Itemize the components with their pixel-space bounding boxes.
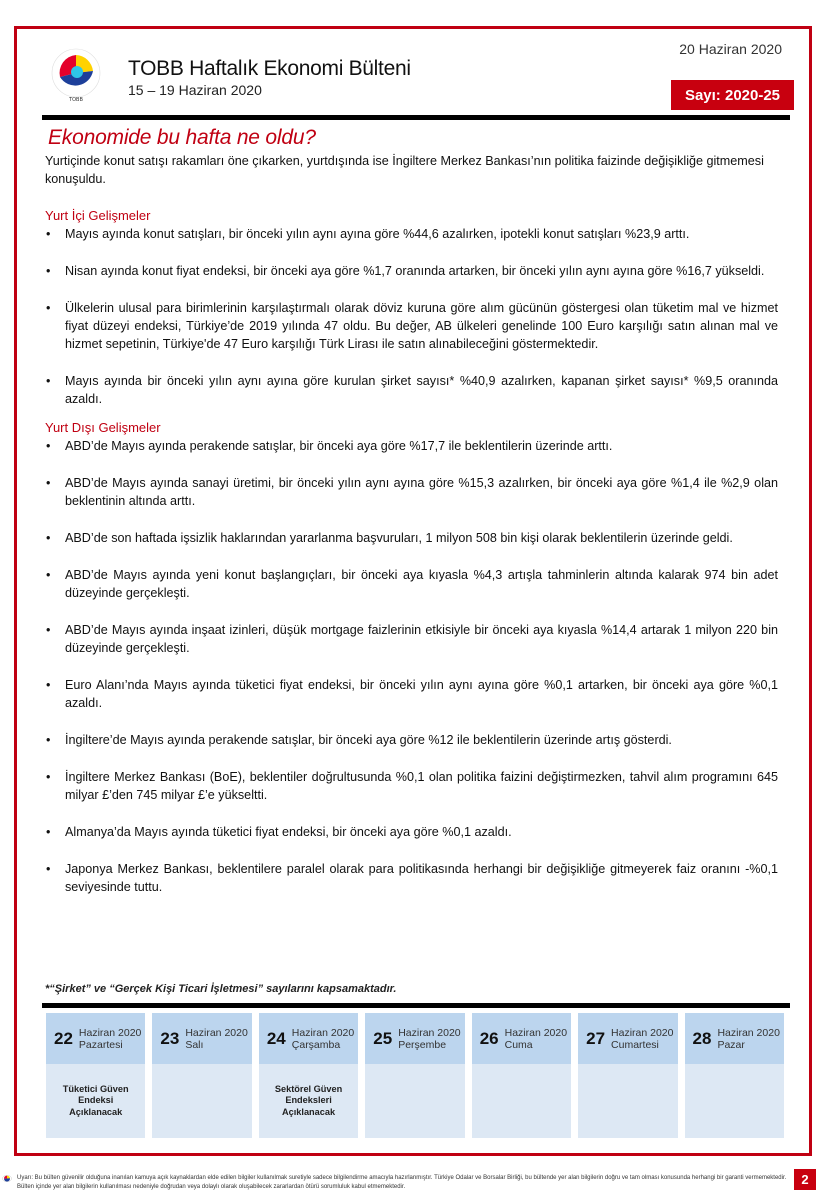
list-item-text: ABD’de Mayıs ayında inşaat izinleri, düşük mortgage faizlerinin etkisiyle bir önceki aya kıyasla %14,4 artarak 1 milyon 220 bin düzeyinde gerçekleşti. (65, 623, 778, 655)
bullet-icon: • (46, 439, 51, 453)
bullet-icon: • (46, 301, 51, 315)
calendar-day-header (365, 1013, 464, 1064)
list-item-text: Ülkelerin ulusal para birimlerinin karşılaştırmalı olarak döviz kuruna göre alım gücünün göstergesi olan tüketim mal ve hizmet fiyat düzeyi endeksi, Türkiye’de 2019 yılında 47 oldu. Bu değer, AB ülkeleri genelinde 100 Euro karşılığı satın alınan mal ve hizmet sepetinin, Türkiye'de 47 Euro karşılığı Türk Lirası ile satın alınabileceğini göstermektedir. (65, 301, 778, 351)
international-list (45, 437, 778, 896)
header-divider (42, 115, 790, 120)
bullet-icon: • (46, 678, 51, 692)
day-weekday: Çarşamba (291, 1038, 341, 1051)
day-label (292, 1027, 354, 1051)
day-label (185, 1027, 247, 1051)
list-item (45, 474, 778, 510)
day-month: Haziran 2020 (185, 1026, 248, 1039)
day-month: Haziran 2020 (398, 1026, 461, 1039)
calendar-event: Sektörel Güven Endeksleri Açıklanacak (259, 1064, 358, 1138)
calendar-day-header (685, 1013, 784, 1064)
list-item-text: Mayıs ayında bir önceki yılın aynı ayına göre kurulan şirket sayısı* %40,9 azalırken, kapanan şirket sayısı* %9,5 oranında azaldı. (65, 374, 778, 406)
day-month: Haziran 2020 (504, 1026, 568, 1039)
list-item (45, 299, 778, 353)
calendar-event (472, 1064, 571, 1138)
weekly-calendar (46, 1013, 784, 1138)
domestic-list (45, 225, 778, 408)
calendar-day (152, 1013, 251, 1138)
day-number: 24 (266, 1028, 286, 1048)
international-section (45, 419, 778, 896)
day-weekday: Salı (185, 1038, 204, 1051)
bullet-icon: • (46, 733, 51, 747)
page-number: 2 (794, 1169, 816, 1190)
list-item (45, 860, 778, 896)
tobb-logo-icon (50, 45, 102, 107)
list-item (45, 676, 778, 712)
list-item (45, 823, 778, 841)
bullet-icon: • (46, 476, 51, 490)
calendar-event (152, 1064, 251, 1138)
list-item (45, 768, 778, 804)
bullet-icon: • (46, 227, 51, 241)
day-label (611, 1027, 673, 1051)
day-weekday: Perşembe (398, 1038, 447, 1051)
calendar-event (685, 1064, 784, 1138)
list-item (45, 621, 778, 657)
list-item-text: ABD’de Mayıs ayında sanayi üretimi, bir önceki yılın aynı ayına göre %15,3 azalırken, bir önceki aya göre %1,4 ile %2,9 olan beklentinin altında arttı. (65, 476, 778, 508)
bullet-icon: • (46, 374, 51, 388)
day-number: 25 (373, 1028, 393, 1048)
disclaimer: Uyarı: Bu bülten güvenilir olduğuna inanılan kamuya açık kaynaklardan elde edilen bilgiler kullanılmak suretiyle sadece bilgilendirme amacıyla hazırlanmıştır. Türkiye Odalar ve Borsalar Birliği, bu bültende yer alan bilgilerin doğru ve tam olması konusunda herhangi bir garanti vermemektedir. Bülten içinde yer alan bilgilerin kullanılması nedeniyle doğrudan veya dolaylı olarak oluşabilecek zararlardan ötürü sorumluluk kabul etmemektedir. (17, 1175, 787, 1190)
list-item-text: İngiltere Merkez Bankası (BoE), beklentiler doğrultusunda %0,1 olan politika faizini değiştirmezken, tahvil alım programını 645 milyar £’den 745 milyar £’e yükseltti. (65, 770, 778, 802)
list-item-text: ABD’de Mayıs ayında yeni konut başlangıçları, bir önceki aya kıyasla %4,3 artışla tahminlerin altında kalarak 974 bin adet düzeyinde gerçekleşti. (65, 568, 778, 600)
day-number: 26 (479, 1028, 499, 1048)
bullet-icon: • (46, 264, 51, 278)
list-item-text: Euro Alanı’nda Mayıs ayında tüketici fiyat endeksi, bir önceki yılın aynı ayına göre %0,1 artarken, bir önceki aya göre %0,1 azaldı. (65, 678, 778, 710)
calendar-event: Tüketici Güven Endeksi Açıklanacak (46, 1064, 145, 1138)
issue-badge: Sayı: 2020-25 (671, 80, 794, 110)
publish-date: 20 Haziran 2020 (679, 41, 782, 57)
day-number: 28 (692, 1028, 712, 1048)
day-number: 23 (160, 1028, 180, 1048)
list-item (45, 529, 778, 547)
list-item (45, 731, 778, 749)
calendar-day (578, 1013, 677, 1138)
list-item-text: Nisan ayında konut fiyat endeksi, bir önceki aya göre %1,7 oranında artarken, bir önceki yılın aynı ayına göre %16,7 yükseldi. (65, 264, 765, 278)
list-item-text: ABD’de son haftada işsizlik haklarından yararlanma başvuruları, 1 milyon 508 bin kişi olarak beklentilerin üzerinde geldi. (65, 531, 733, 545)
day-number: 22 (54, 1028, 73, 1048)
day-month: Haziran 2020 (291, 1026, 355, 1039)
calendar-day-header (472, 1013, 571, 1064)
day-label (717, 1027, 779, 1051)
bullet-icon: • (46, 862, 51, 876)
calendar-day (365, 1013, 464, 1138)
logo-text: TOBB (69, 97, 83, 103)
list-item (45, 566, 778, 602)
footnote: *“Şirket” ve “Gerçek Kişi Ticari İşletmesi” sayılarını kapsamaktadır. (45, 983, 397, 995)
day-month: Haziran 2020 (717, 1026, 780, 1039)
international-section-title: Yurt Dışı Gelişmeler (45, 420, 161, 435)
day-label (398, 1027, 460, 1051)
calendar-event (578, 1064, 677, 1138)
calendar-day-header (259, 1013, 358, 1064)
date-range: 15 – 19 Haziran 2020 (128, 82, 262, 98)
day-weekday: Pazartesi (78, 1038, 123, 1051)
list-item (45, 225, 778, 243)
list-item-text: Mayıs ayında konut satışları, bir önceki yılın aynı ayına göre %44,6 azalırken, ipotekli konut satışları %23,9 arttı. (65, 227, 690, 241)
bullet-icon: • (46, 623, 51, 637)
list-item (45, 262, 778, 280)
list-item (45, 437, 778, 455)
intro-paragraph: Yurtiçinde konut satışı rakamları öne çıkarken, yurtdışında ise İngiltere Merkez Bankası’nın politika faizinde değişikliğe gitmemesi konuşuldu. (45, 154, 764, 186)
day-weekday: Cumartesi (611, 1038, 659, 1051)
list-item-text: İngiltere’de Mayıs ayında perakende satışlar, bir önceki aya göre %12 ile beklentilerin üzerinde artış gösterdi. (65, 733, 672, 747)
calendar-day (46, 1013, 145, 1138)
day-weekday: Pazar (717, 1038, 745, 1051)
list-item-text: Almanya’da Mayıs ayında tüketici fiyat endeksi, bir önceki aya göre %0,1 azaldı. (65, 825, 512, 839)
section-heading: Ekonomide bu hafta ne oldu? (48, 126, 316, 149)
day-month: Haziran 2020 (78, 1026, 142, 1039)
list-item-text: ABD’de Mayıs ayında perakende satışlar, bir önceki aya göre %17,7 ile beklentilerin üzerinde arttı. (65, 439, 613, 453)
day-label (79, 1027, 141, 1051)
list-item (45, 372, 778, 408)
bullet-icon: • (46, 531, 51, 545)
calendar-day (472, 1013, 571, 1138)
bullet-icon: • (46, 568, 51, 582)
domestic-section (45, 207, 778, 408)
day-label (505, 1027, 567, 1051)
calendar-day (259, 1013, 358, 1138)
day-number: 27 (586, 1028, 606, 1048)
calendar-day-header (578, 1013, 677, 1064)
bullet-icon: • (46, 825, 51, 839)
calendar-divider (42, 1003, 790, 1008)
calendar-day-header (152, 1013, 251, 1064)
bulletin-title: TOBB Haftalık Ekonomi Bülteni (128, 57, 411, 80)
calendar-day-header (46, 1013, 145, 1064)
list-item-text: Japonya Merkez Bankası, beklentilere paralel olarak para politikasında herhangi bir değişikliğe gitmeyerek faiz oranını -%0,1 seviyesinde tuttu. (65, 862, 778, 894)
calendar-day (685, 1013, 784, 1138)
bulletin-content (45, 152, 778, 907)
domestic-section-title: Yurt İçi Gelişmeler (45, 208, 151, 223)
bullet-icon: • (46, 770, 51, 784)
calendar-event (365, 1064, 464, 1138)
day-month: Haziran 2020 (611, 1026, 674, 1039)
day-weekday: Cuma (504, 1038, 533, 1051)
